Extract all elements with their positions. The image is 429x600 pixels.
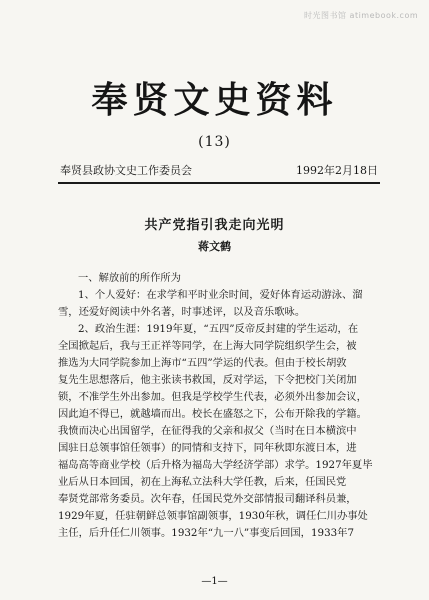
body-line: 1、个人爱好：在求学和平时业余时间，爱好体育运动游泳、溜 bbox=[78, 289, 363, 301]
article-body bbox=[58, 270, 386, 542]
issue-number: (13) bbox=[198, 134, 231, 150]
site-watermark: 时光图书馆 atimebook.com bbox=[304, 11, 419, 20]
body-line: 我愤而决心出国留学，在征得我的父亲和叔父（当时在日本横滨中 bbox=[58, 425, 357, 437]
body-line: 奉贤党部常务委员。次年春，任国民党外交部情报司翻译科员兼， bbox=[58, 493, 357, 505]
body-line: 1929年夏，任驻朝鲜总领事馆副领事，1930年秋，调任仁川办事处 bbox=[58, 510, 368, 522]
body-line: 因此迫不得已，就越墙而出。校长在盛怒之下，公布开除我的学籍。 bbox=[58, 408, 367, 420]
body-line: 福岛高等商业学校（后升格为福岛大学经济学部）求学。1927年夏毕 bbox=[58, 459, 373, 471]
header-rule bbox=[58, 182, 380, 184]
page-number: —1— bbox=[201, 576, 228, 587]
body-line: 复先生思想落后，他主张读书救国，反对学运，下令把校门关闭加 bbox=[58, 374, 357, 386]
publisher-line: 奉贤县政协文史工作委员会 bbox=[60, 164, 192, 177]
body-line: 全国掀起后，我与王正祥等同学，在上海大同学院组织学生会，被 bbox=[58, 340, 357, 352]
body-line: 推选为大同学院参加上海市“五四”学运的代表。但由于校长胡敦 bbox=[58, 357, 347, 369]
body-line: 一、解放前的所作所为 bbox=[78, 272, 181, 284]
body-line: 锁，不准学生外出参加。但我是学校学生代表，必须外出参加会议， bbox=[58, 391, 367, 403]
article-author: 蒋文鹤 bbox=[198, 240, 231, 253]
body-line: 国驻日总领事馆任领事）的同情和支持下，同年秋即东渡日本，进 bbox=[58, 442, 357, 454]
publication-date: 1992年2月18日 bbox=[296, 164, 378, 177]
publication-title: 奉贤文史资料 bbox=[91, 79, 338, 121]
body-line: 雪，还爱好阅读中外名著，时事述评，以及音乐歌咏。 bbox=[58, 306, 306, 318]
body-line: 2、政治生涯：1919年夏，“五四”反帝反封建的学生运动，在 bbox=[78, 323, 359, 335]
body-line: 主任，后升任仁川领事。1932年“九一八”事变后回国，1933年7 bbox=[58, 527, 355, 539]
article-title: 共产党指引我走向光明 bbox=[144, 218, 285, 233]
body-line: 业后从日本回国，初在上海私立法科大学任教，后来，任国民党 bbox=[58, 476, 347, 488]
